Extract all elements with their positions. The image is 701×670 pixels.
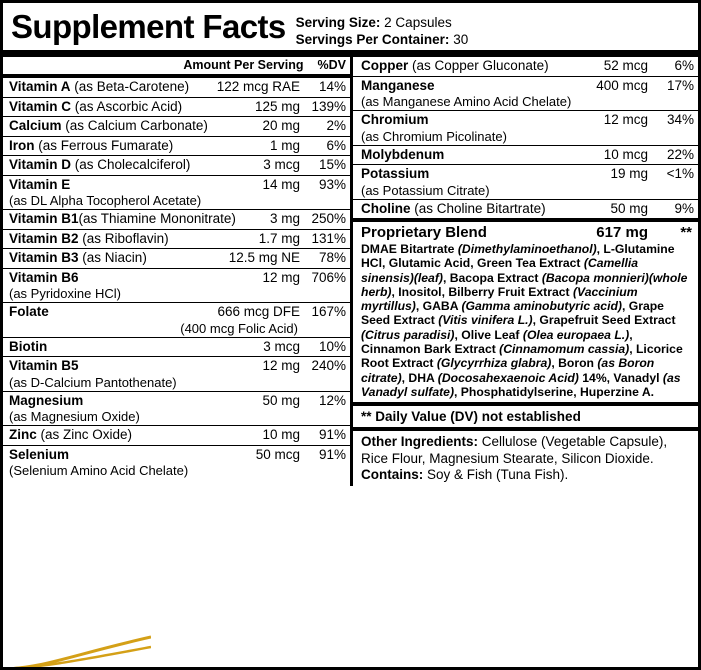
nutrient-name: Vitamin D <box>9 157 72 172</box>
nutrition-columns <box>3 57 698 486</box>
amount-per-serving-header: Amount Per Serving <box>183 58 304 72</box>
serving-size-line <box>296 14 469 31</box>
nutrient-amount: 125 mg <box>254 98 300 114</box>
nutrient-source: (as Cholecalciferol) <box>74 157 191 172</box>
nutrient-name: Iron <box>9 137 35 153</box>
nutrient-amount: 12 mg <box>262 269 300 285</box>
nutrient-name: Potassium <box>361 166 430 181</box>
nutrient-name: Chromium <box>361 112 429 127</box>
table-row <box>353 145 698 165</box>
nutrient-dv: 93% <box>318 176 346 192</box>
nutrient-name: Zinc <box>9 427 37 442</box>
nutrient-source: (as Thiamine Mononitrate) <box>78 211 236 226</box>
nutrient-name: Manganese <box>361 77 435 93</box>
contains-label: Contains: <box>361 467 424 483</box>
nutrient-amount: 12 mg <box>262 358 300 373</box>
nutrient-source: (as Copper Gluconate) <box>412 58 549 73</box>
servings-per-container-value: 30 <box>453 32 469 47</box>
nutrient-dv: 22% <box>666 146 694 162</box>
column-headers <box>3 57 350 74</box>
table-row <box>3 116 350 136</box>
nutrient-name: Vitamin B3 <box>9 250 79 265</box>
nutrient-source: (as Pyridoxine HCl) <box>9 286 121 301</box>
dv-footnote: ** Daily Value (DV) not established <box>361 409 581 425</box>
other-ingredients-value: Cellulose (Vegetable Capsule), Rice Flour, Magnesium Stearate, Silicon Dioxide. <box>361 434 668 466</box>
nutrient-amount: 1 mg <box>269 137 300 153</box>
nutrient-name: Vitamin B5 <box>9 358 79 373</box>
nutrient-dv: 706% <box>311 269 346 285</box>
nutrient-dv: 139% <box>311 98 346 114</box>
nutrient-source: (as DL Alpha Tocopherol Acetate) <box>9 193 202 208</box>
table-row <box>3 229 350 249</box>
nutrient-name: Magnesium <box>9 392 84 408</box>
serving-info <box>296 14 469 48</box>
nutrient-amount: 666 mcg DFE <box>217 304 300 319</box>
table-row <box>353 164 698 199</box>
nutrient-name: Biotin <box>9 338 48 354</box>
nutrient-name: Vitamin B1 <box>9 211 79 226</box>
nutrient-dv: 78% <box>318 250 346 265</box>
header-divider <box>3 50 698 57</box>
blend-ingredients: DMAE Bitartrate (Dimethylaminoethanol), L-Glutamine HCl, Glutamic Acid, Green Tea Extract (Camellia sinensis)(leaf), Bacopa Extract (Bacopa monnieri)(whole herb), Inositol, Bilberry Fruit Extract (Vaccinium myrtillus), GABA (Gamma aminobutyric acid), Grape Seed Extract (Vitis vinifera L.), Grapefruit Seed Extract (Citrus paradisi), Olive Leaf (Olea europaea L.), Cinnamon Bark Extract (Cinnamomum cassia), Licorice Root Extract (Glycyrrhiza glabra), Boron (as Boron citrate), DHA (Docosahexaenoic Acid) 14%, Vanadyl (as Vanadyl sulfate), Phosphatidylserine, Huperzine A. <box>361 242 688 399</box>
decorative-swoosh-icon <box>1 635 151 669</box>
nutrient-dv: 12% <box>318 392 346 408</box>
nutrient-dv: 2% <box>326 118 346 133</box>
nutrient-amount: 14 mg <box>262 176 300 192</box>
other-ingredients <box>353 431 698 486</box>
nutrient-amount: 19 mg <box>610 166 648 181</box>
nutrient-amount: 3 mg <box>269 211 300 226</box>
nutrient-name: Vitamin A <box>9 79 71 94</box>
nutrient-amount: 50 mcg <box>255 446 300 462</box>
nutrient-source: (as Ferrous Fumarate) <box>38 137 174 153</box>
nutrient-dv: 240% <box>311 358 346 373</box>
table-row <box>3 337 350 357</box>
nutrient-name: Choline <box>361 200 411 216</box>
nutrient-name: Folate <box>9 304 49 319</box>
nutrient-amount: 3 mcg <box>263 157 300 172</box>
nutrient-dv: 10% <box>318 338 346 354</box>
nutrient-amount: 50 mg <box>262 392 300 408</box>
table-row <box>3 425 350 445</box>
nutrient-dv: 6% <box>326 137 346 153</box>
nutrient-dv: 9% <box>674 200 694 216</box>
panel-header <box>3 3 698 48</box>
nutrient-dv: 91% <box>318 427 346 442</box>
table-row <box>3 78 350 97</box>
nutrient-dv: 14% <box>318 79 346 94</box>
table-row <box>353 57 698 76</box>
table-row <box>3 356 350 391</box>
nutrient-dv: 6% <box>674 58 694 73</box>
nutrient-amount: 1.7 mg <box>258 230 300 246</box>
nutrient-name: Vitamin B2 <box>9 230 79 246</box>
nutrient-source: (as Calcium Carbonate) <box>65 118 208 133</box>
nutrient-source: (as Ascorbic Acid) <box>74 98 183 114</box>
nutrient-amount: 12 mcg <box>603 112 648 127</box>
nutrient-amount: 52 mcg <box>603 58 648 73</box>
nutrient-dv: 131% <box>311 230 346 246</box>
nutrient-name: Molybdenum <box>361 146 445 162</box>
nutrient-amount: 400 mcg <box>596 77 648 93</box>
nutrient-source: (as Potassium Citrate) <box>361 182 490 198</box>
page-title: Supplement Facts <box>11 8 286 45</box>
nutrient-amount: 122 mcg RAE <box>216 79 300 94</box>
nutrient-name: Vitamin E <box>9 176 71 192</box>
left-column <box>3 57 350 486</box>
nutrient-source: (as Magnesium Oxide) <box>9 409 140 424</box>
nutrient-source: (as Choline Bitartrate) <box>414 200 546 216</box>
nutrient-dv: 34% <box>666 112 694 127</box>
table-row <box>3 268 350 303</box>
nutrient-dv: 250% <box>311 211 346 226</box>
nutrient-source: (as Beta-Carotene) <box>74 79 190 94</box>
table-row <box>3 175 350 210</box>
nutrient-name: Vitamin C <box>9 98 72 114</box>
table-row <box>353 199 698 219</box>
nutrient-amount: 12.5 mg NE <box>228 250 300 265</box>
table-row <box>3 248 350 268</box>
serving-size-label: Serving Size: <box>295 15 381 30</box>
table-row <box>3 391 350 426</box>
blend-dv: ** <box>680 224 692 241</box>
nutrient-source: (400 mcg Folic Acid) <box>180 320 298 336</box>
nutrient-amount: 50 mg <box>610 200 648 216</box>
nutrient-name: Calcium <box>9 118 62 133</box>
nutrient-source: (as Riboflavin) <box>82 230 169 246</box>
nutrient-amount: 20 mg <box>262 118 300 133</box>
nutrient-dv: 167% <box>311 304 346 319</box>
table-row <box>3 209 350 229</box>
nutrient-name: Selenium <box>9 446 70 462</box>
nutrient-source: (as Manganese Amino Acid Chelate) <box>361 94 572 109</box>
nutrient-amount: 10 mg <box>262 427 300 442</box>
nutrient-amount: 3 mcg <box>263 338 300 354</box>
table-row <box>3 136 350 156</box>
table-row <box>353 110 698 145</box>
blend-amount: 617 mg <box>596 224 648 241</box>
nutrient-name: Vitamin B6 <box>9 269 79 285</box>
servings-per-container-line <box>296 31 469 48</box>
nutrient-dv: 15% <box>318 157 346 172</box>
nutrient-dv: 17% <box>666 77 694 93</box>
nutrient-amount: 10 mcg <box>603 146 648 162</box>
nutrient-source: (as Zinc Oxide) <box>40 427 133 442</box>
table-row <box>3 155 350 175</box>
nutrient-source: (Selenium Amino Acid Chelate) <box>9 463 189 478</box>
nutrient-name: Copper <box>361 58 409 73</box>
other-ingredients-label: Other Ingredients: <box>361 434 479 450</box>
nutrient-dv: 91% <box>318 446 346 462</box>
dv-header: %DV <box>317 58 346 72</box>
table-row <box>3 97 350 117</box>
right-column <box>350 57 698 486</box>
contains-value: Soy & Fish (Tuna Fish). <box>427 467 569 483</box>
nutrient-source: (as D-Calcium Pantothenate) <box>9 374 177 390</box>
nutrient-dv: <1% <box>666 166 694 181</box>
nutrient-source: (as Chromium Picolinate) <box>361 128 507 144</box>
proprietary-blend-header <box>353 222 698 241</box>
nutrient-source: (as Niacin) <box>82 250 147 265</box>
servings-per-container-label: Servings Per Container: <box>295 32 450 47</box>
blend-name: Proprietary Blend <box>361 224 487 241</box>
table-row <box>3 445 350 480</box>
table-row <box>353 76 698 111</box>
serving-size-value: 2 Capsules <box>384 15 452 30</box>
table-row <box>3 302 350 337</box>
